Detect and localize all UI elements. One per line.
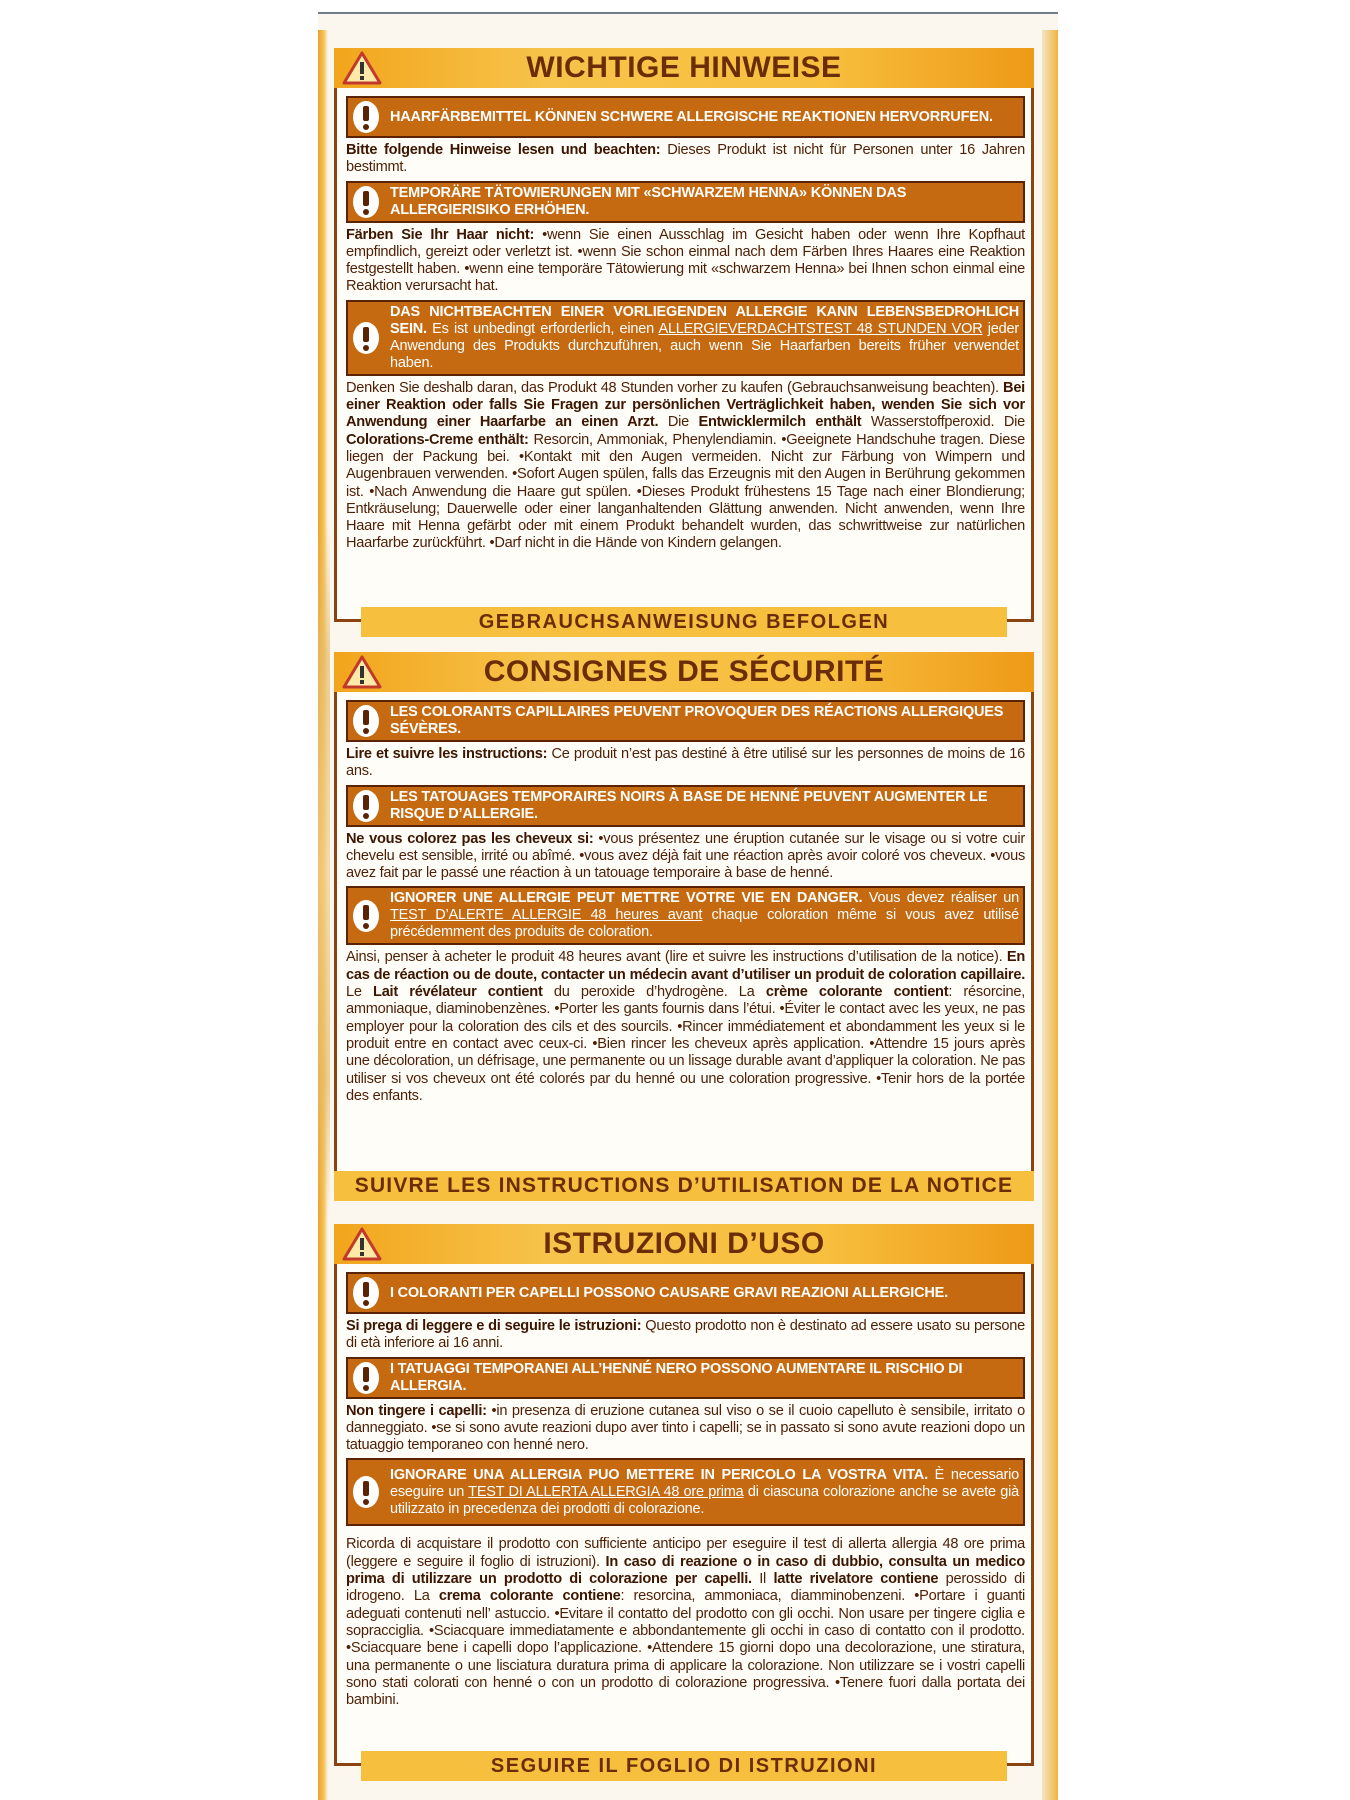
exclamation-icon bbox=[352, 185, 380, 219]
box-right-edge bbox=[1042, 30, 1058, 1800]
section-french bbox=[334, 652, 1034, 1197]
exclamation-icon bbox=[352, 789, 380, 823]
banner-text: DAS NICHTBEACHTEN EINER VORLIEGENDEN ALLERGIE KANN LEBENSBEDROHLICH SEIN. Es ist unbedingt erforderlich, einen ALLERGIEVERDACHTSTEST 48 STUNDEN VOR jeder Anwendung des Produkts durchzuführen, auch wenn Sie Haarfarben bereits früher verwendet haben. bbox=[390, 303, 1019, 371]
paragraph: Lire et suivre les instructions: Ce produit n’est pas destiné à être utilisé sur les personnes de moins de 16 ans. bbox=[346, 746, 1026, 780]
warning-banner bbox=[346, 785, 1025, 827]
warning-banner bbox=[346, 96, 1025, 138]
warning-triangle-icon bbox=[342, 1227, 382, 1261]
section-header bbox=[334, 1224, 1034, 1264]
section-header bbox=[334, 652, 1034, 692]
warning-banner bbox=[346, 181, 1025, 223]
paragraph: Si prega di leggere e di seguire le istruzioni: Questo prodotto non è destinato ad essere usato su persone di età inferiore ai 16 anni. bbox=[346, 1318, 1025, 1352]
banner-text: I TATUAGGI TEMPORANEI ALL’HENNÉ NERO POSSONO AUMENTARE IL RISCHIO DI ALLERGIA. bbox=[390, 1360, 963, 1394]
exclamation-icon bbox=[352, 899, 380, 933]
section-title: CONSIGNES DE SÉCURITÉ bbox=[483, 655, 885, 688]
banner-text: IGNORER UNE ALLERGIE PEUT METTRE VOTRE VIE EN DANGER. Vous devez réaliser un TEST D’ALERTE ALLERGIE 48 heures avant chaque coloration même si vous avez utilisé précédemment des produits de coloration. bbox=[390, 890, 1019, 941]
section-title: WICHTIGE HINWEISE bbox=[526, 51, 842, 84]
paragraph: Ricorda di acquistare il prodotto con sufficiente anticipo per eseguire il test di allerta allergia 48 ore prima (leggere e seguire il foglio di istruzioni). In caso di reazione o in caso di dubbio, consulta un medico prima di utilizzare un prodotto di colorazione per capelli. Il latte rivelatore contiene perossido di idrogeno. La crema colorante contiene: resorcina, ammoniaca, diamminobenzeni. •Portare i guanti adeguati contenuti nell’ astuccio. •Evitare il contatto del prodotto con gli occhi. Non usare per tingere ciglia e sopracciglia. •Sciacquare immediatamente e abbondantemente gli occhi in caso di contatto con il prodotto. •Sciacquare bene i capelli dopo l’applicazione. •Attendere 15 giorni dopo una decolorazione, une stiratura, una permanente o une lisciatura duratura prima di applicare la colorazione. Non utilizzare se i vostri capelli sono stati colorati con henné o con un prodotto di colorazione progressiva. •Tenere fuori dalla portata dei bambini. bbox=[346, 1536, 1025, 1709]
exclamation-icon bbox=[352, 1276, 380, 1310]
warning-banner bbox=[346, 1272, 1025, 1314]
warning-banner bbox=[346, 1357, 1025, 1399]
section-footer: SUIVRE LES INSTRUCTIONS D’UTILISATION DE LA NOTICE bbox=[334, 1171, 1034, 1201]
side-decoration bbox=[318, 520, 330, 1220]
allergy-test-banner bbox=[346, 300, 1025, 376]
banner-text: HAARFÄRBEMITTEL KÖNNEN SCHWERE ALLERGISCHE REAKTIONEN HERVORRUFEN. bbox=[390, 108, 993, 125]
banner-text: I COLORANTI PER CAPELLI POSSONO CAUSARE GRAVI REAZIONI ALLERGICHE. bbox=[390, 1284, 948, 1301]
exclamation-icon bbox=[352, 704, 380, 738]
paragraph: Non tingere i capelli: •in presenza di eruzione cutanea sul viso o se il cuoio capelluto è sensibile, irritato o danneggiato. •se si sono avute reazioni dupo aver tinto i capelli; se in passato si sono avute reazioni dopo un tatuaggio temporaneo con henné nero. bbox=[346, 1402, 1026, 1454]
paragraph: Ne vous colorez pas les cheveux si: •vous présentez une éruption cutanée sur le visage ou si votre cuir chevelu est sensible, irrité ou abîmé. •vous avez déjà fait une réaction après avoir coloré vos cheveux. •vous avez fait par le passé une réaction à un tatouage temporaire à base de henné. bbox=[346, 830, 1026, 882]
section-footer: SEGUIRE IL FOGLIO DI ISTRUZIONI bbox=[361, 1751, 1007, 1781]
banner-text: LES COLORANTS CAPILLAIRES PEUVENT PROVOQUER DES RÉACTIONS ALLERGIQUES SÉVÈRES. bbox=[390, 704, 1004, 737]
warning-triangle-icon bbox=[342, 655, 382, 689]
exclamation-icon bbox=[352, 100, 380, 134]
allergy-test-banner bbox=[346, 1458, 1025, 1526]
banner-text: IGNORARE UNA ALLERGIA PUO METTERE IN PERICOLO LA VOSTRA VITA. È necessario eseguire un TEST DI ALLERTA ALLERGIA 48 ore prima di ciascuna colorazione anche se avete già utilizzato in precedenza dei prodotti di colorazione. bbox=[390, 1466, 1019, 1517]
section-header bbox=[334, 48, 1034, 88]
section-german bbox=[334, 48, 1034, 633]
section-footer: GEBRAUCHSANWEISUNG BEFOLGEN bbox=[361, 607, 1007, 637]
paragraph: Bitte folgende Hinweise lesen und beachten: Dieses Produkt ist nicht für Personen unter 16 Jahren bestimmt. bbox=[346, 142, 1025, 176]
paragraph: Färben Sie Ihr Haar nicht: •wenn Sie einen Ausschlag im Gesicht haben oder wenn Ihre Kopfhaut empfindlich, gereizt oder verletzt ist. •wenn Sie schon einmal nach dem Färben Ihres Haares eine Reaktion festgestellt haben. •wenn eine temporäre Tätowierung mit «schwarzem Henna» bei Ihnen schon einmal eine Reaktion verursacht hat. bbox=[346, 226, 1025, 295]
banner-text: TEMPORÄRE TÄTOWIERUNGEN MIT «SCHWARZEM HENNA» KÖNNEN DAS ALLERGIERISIKO ERHÖHEN. bbox=[390, 184, 907, 218]
paragraph: Denken Sie deshalb daran, das Produkt 48 Stunden vorher zu kaufen (Gebrauchsanweisung beachten). Bei einer Reaktion oder falls Sie Fragen zur persönlichen Verträglichkeit haben, wenden Sie sich vor Anwendung einer Haarfarbe an einen Arzt. Die Entwicklermilch enthält Wasserstoffperoxid. Die Colorations-Creme enthält: Resorcin, Ammoniak, Phenylendiamin. •Geeignete Handschuhe tragen. Diese liegen der Packung bei. •Kontakt mit den Augen vermeiden. Nicht zur Färbung von Wimpern und Augenbrauen verwenden. •Sofort Augen spülen, falls das Erzeugnis mit den Augen in Berührung gekommen ist. •Nach Anwendung die Haare gut spülen. •Dieses Produkt frühestens 15 Tage nach einer Blondierung; Entkräuselung; Dauerwelle oder einer langanhaltenden Glättung anwenden. Nicht anwenden, wenn Ihre Haare mit Henna gefärbt oder mit einem Produkt behandelt wurden, das schwrittweise zur natürlichen Haarfarbe zurückführt. •Darf nicht in die Hände von Kindern gelangen. bbox=[346, 379, 1025, 552]
warning-banner bbox=[346, 700, 1025, 742]
exclamation-icon bbox=[352, 321, 380, 355]
paragraph: Ainsi, penser à acheter le produit 48 heures avant (lire et suivre les instructions d’utilisation de la notice). En cas de réaction ou de doute, contacter un médecin avant d’utiliser un produit de coloration capillaire. Le Lait révélateur contient du peroxide d’hydrogène. La crème colorante contient: résorcine, ammoniaque, diaminobenzènes. •Porter les gants fournis dans l’étui. •Éviter le contact avec les yeux, ne pas employer pour la coloration des cils et des sourcils. •Rincer immédiatement et abondamment les yeux si le produit entre en contact avec ceux-ci. •Bien rincer les cheveux après application. •Attendre 15 jours après une décoloration, un défrisage, une permanente ou un lissage durable avant d’appliquer la coloration. Ne pas utiliser si vos cheveux ont été colorés par du henné ou une coloration progressive. •Tenir hors de la portée des enfants. bbox=[346, 949, 1026, 1104]
allergy-test-banner bbox=[346, 886, 1025, 945]
exclamation-icon bbox=[352, 1361, 380, 1395]
section-title: ISTRUZIONI D’USO bbox=[543, 1227, 825, 1260]
exclamation-icon bbox=[352, 1475, 380, 1509]
warning-triangle-icon bbox=[342, 51, 382, 85]
section-italian bbox=[334, 1224, 1034, 1777]
banner-text: LES TATOUAGES TEMPORAIRES NOIRS À BASE DE HENNÉ PEUVENT AUGMENTER LE RISQUE D’ALLERGIE. bbox=[390, 788, 988, 822]
